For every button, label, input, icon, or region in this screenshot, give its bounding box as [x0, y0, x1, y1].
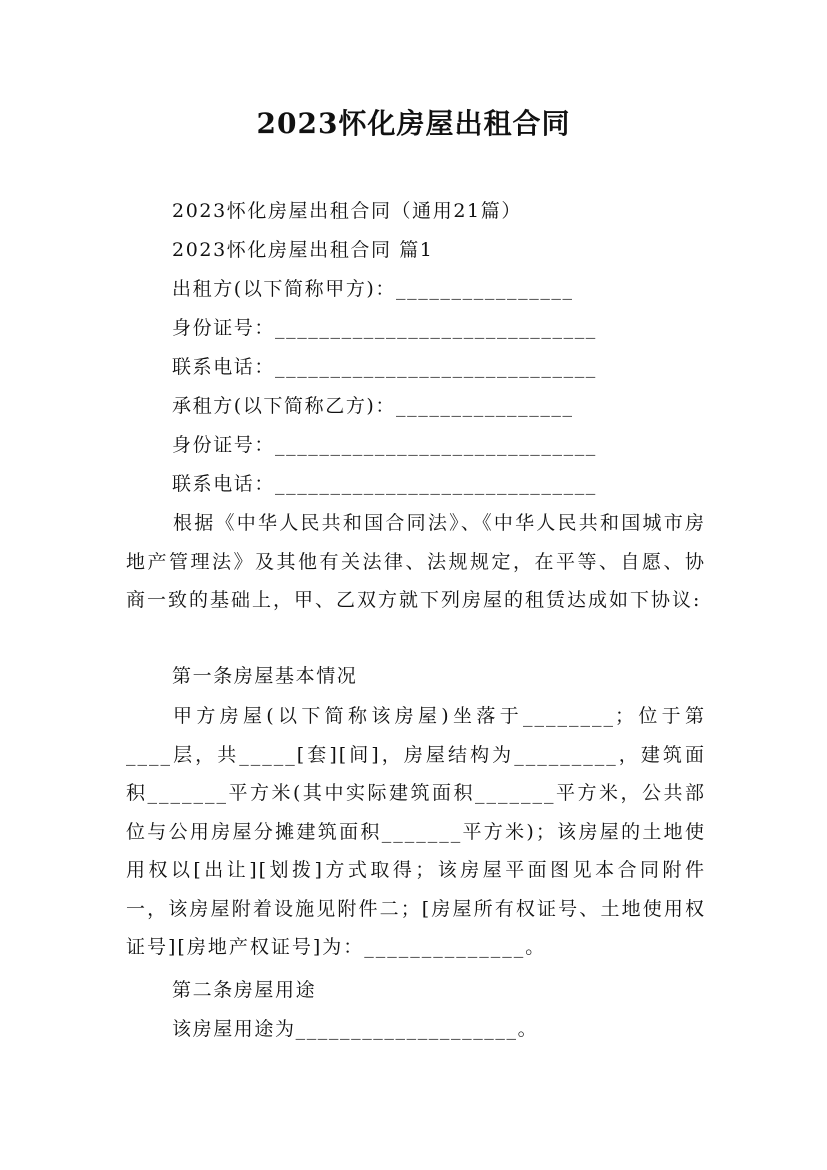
- document-title: 2023怀化房屋出租合同: [256, 107, 571, 140]
- lessor-phone-field: 联系电话：_____________________________: [172, 356, 597, 378]
- article-2-body: 该房屋用途为____________________。: [172, 1018, 539, 1040]
- part-heading: 2023怀化房屋出租合同 篇1: [172, 239, 434, 261]
- lessee-id-field: 身份证号：_____________________________: [172, 434, 597, 456]
- article-1-body: 甲方房屋(以下简称该房屋)坐落于________；位于第____层，共_____[套][间]，房屋结构为_________，建筑面积_______平方米(其中实际建筑面积_______平方米，公共部位与公用房屋分摊建筑面积_______平方米)；该房屋的土地使用权以[出让][划拨]方式取得；该房屋平面图见本合同附件一，该房屋附着设施见附件二；[房屋所有权证号、土地使用权证号][房地产权证号]为：______________。: [126, 705, 706, 958]
- lessor-field: 出租方(以下简称甲方)：________________: [172, 278, 574, 300]
- document-subtitle: 2023怀化房屋出租合同（通用21篇）: [172, 200, 522, 222]
- lessee-field: 承租方(以下简称乙方)：________________: [172, 395, 574, 417]
- preamble-paragraph: 根据《中华人民共和国合同法》、《中华人民共和国城市房地产管理法》及其他有关法律、法规规定，在平等、自愿、协商一致的基础上，甲、乙双方就下列房屋的租赁达成如下协议:: [126, 512, 706, 611]
- lessee-phone-field: 联系电话：_____________________________: [172, 473, 597, 495]
- article-1-heading: 第一条房屋基本情况: [172, 665, 358, 687]
- article-2-heading: 第二条房屋用途: [172, 979, 317, 1001]
- lessor-id-field: 身份证号：_____________________________: [172, 317, 597, 339]
